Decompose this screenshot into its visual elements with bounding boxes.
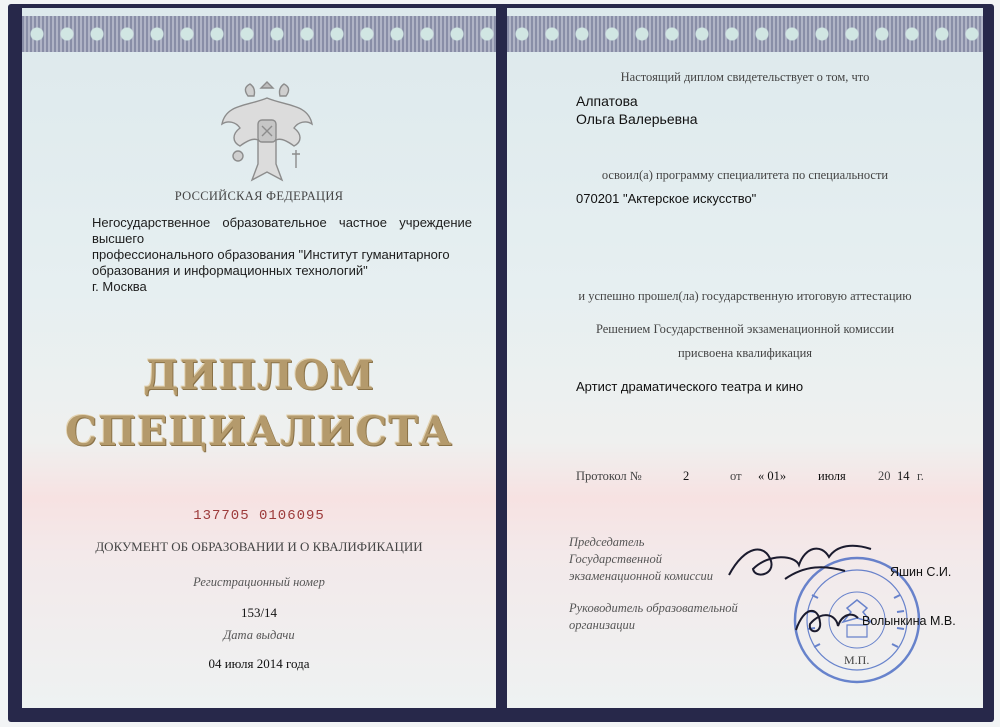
protocol-number: 2 [683,469,690,483]
institution-name [92,215,472,279]
document-type: ДОКУМЕНТ ОБ ОБРАЗОВАНИИ И О КВАЛИФИКАЦИИ [95,539,423,554]
organization-head-title [569,600,738,634]
decorative-band [22,16,496,52]
graduate-name [576,92,698,128]
graduate-surname: Алпатова [576,93,638,109]
certification-statement: Настоящий диплом свидетельствует о том, что [620,70,870,84]
qualification: Артист драматического театра и кино [576,379,804,394]
chair-title-line: экзаменационной комиссии [569,569,714,583]
head-title-line: организации [569,618,635,632]
diploma-title-line-2: СПЕЦИАЛИСТА [65,408,453,455]
issue-date-label: Дата выдачи [223,628,295,642]
protocol-year-abbr: г. [917,469,924,483]
decorative-band [507,16,983,52]
head-signature-icon [792,600,862,640]
registration-number: 153/14 [240,605,278,620]
diploma-right-page [507,8,983,708]
head-title-line: Руководитель образовательной [569,601,738,615]
diploma-title-line-1: ДИПЛОМ [143,352,375,399]
protocol-label: Протокол № [576,469,642,483]
institution-line: Негосударственное образовательное частное учреждение высшего [92,215,472,246]
commission-decision-line-2: присвоена квалификация [677,346,813,360]
chair-title-line: Государственной [569,552,662,566]
attestation-statement: и успешно прошел(ла) государственную итоговую аттестацию [578,289,912,303]
chair-name: Яшин С.И. [890,565,952,579]
institution-line: профессионального образования "Институт гуманитарного [92,247,450,262]
chair-title-line: Председатель [569,535,645,549]
country-name: РОССИЙСКАЯ ФЕДЕРАЦИЯ [174,189,344,203]
institution-city: г. Москва [92,279,147,294]
institution-line: образования и информационных технологий" [92,263,368,278]
head-name: Волынкина М.В. [862,614,956,628]
graduate-given-names: Ольга Валерьевна [576,111,698,127]
protocol-from: от [730,469,742,483]
program-specialty: 070201 "Актерское искусство" [576,191,757,206]
protocol-year-prefix: 20 [878,469,891,483]
chair-signature-icon [725,535,875,587]
issue-date: 04 июля 2014 года [208,656,310,671]
protocol-month: июля [818,469,846,483]
commission-decision-line-1: Решением Государственной экзаменационной комиссии [595,322,895,336]
commission-chair-title [569,534,713,585]
registration-number-label: Регистрационный номер [193,575,325,589]
diploma-left-page [22,8,496,708]
protocol-day: « 01» [758,469,787,483]
protocol-year-suffix: 14 [897,469,910,483]
series-number: 137705 0106095 [193,508,325,524]
double-headed-eagle-emblem-icon [218,76,316,188]
seal-place-label: М.П. [844,653,870,667]
program-label: освоил(а) программу специалитета по специальности [601,168,889,182]
